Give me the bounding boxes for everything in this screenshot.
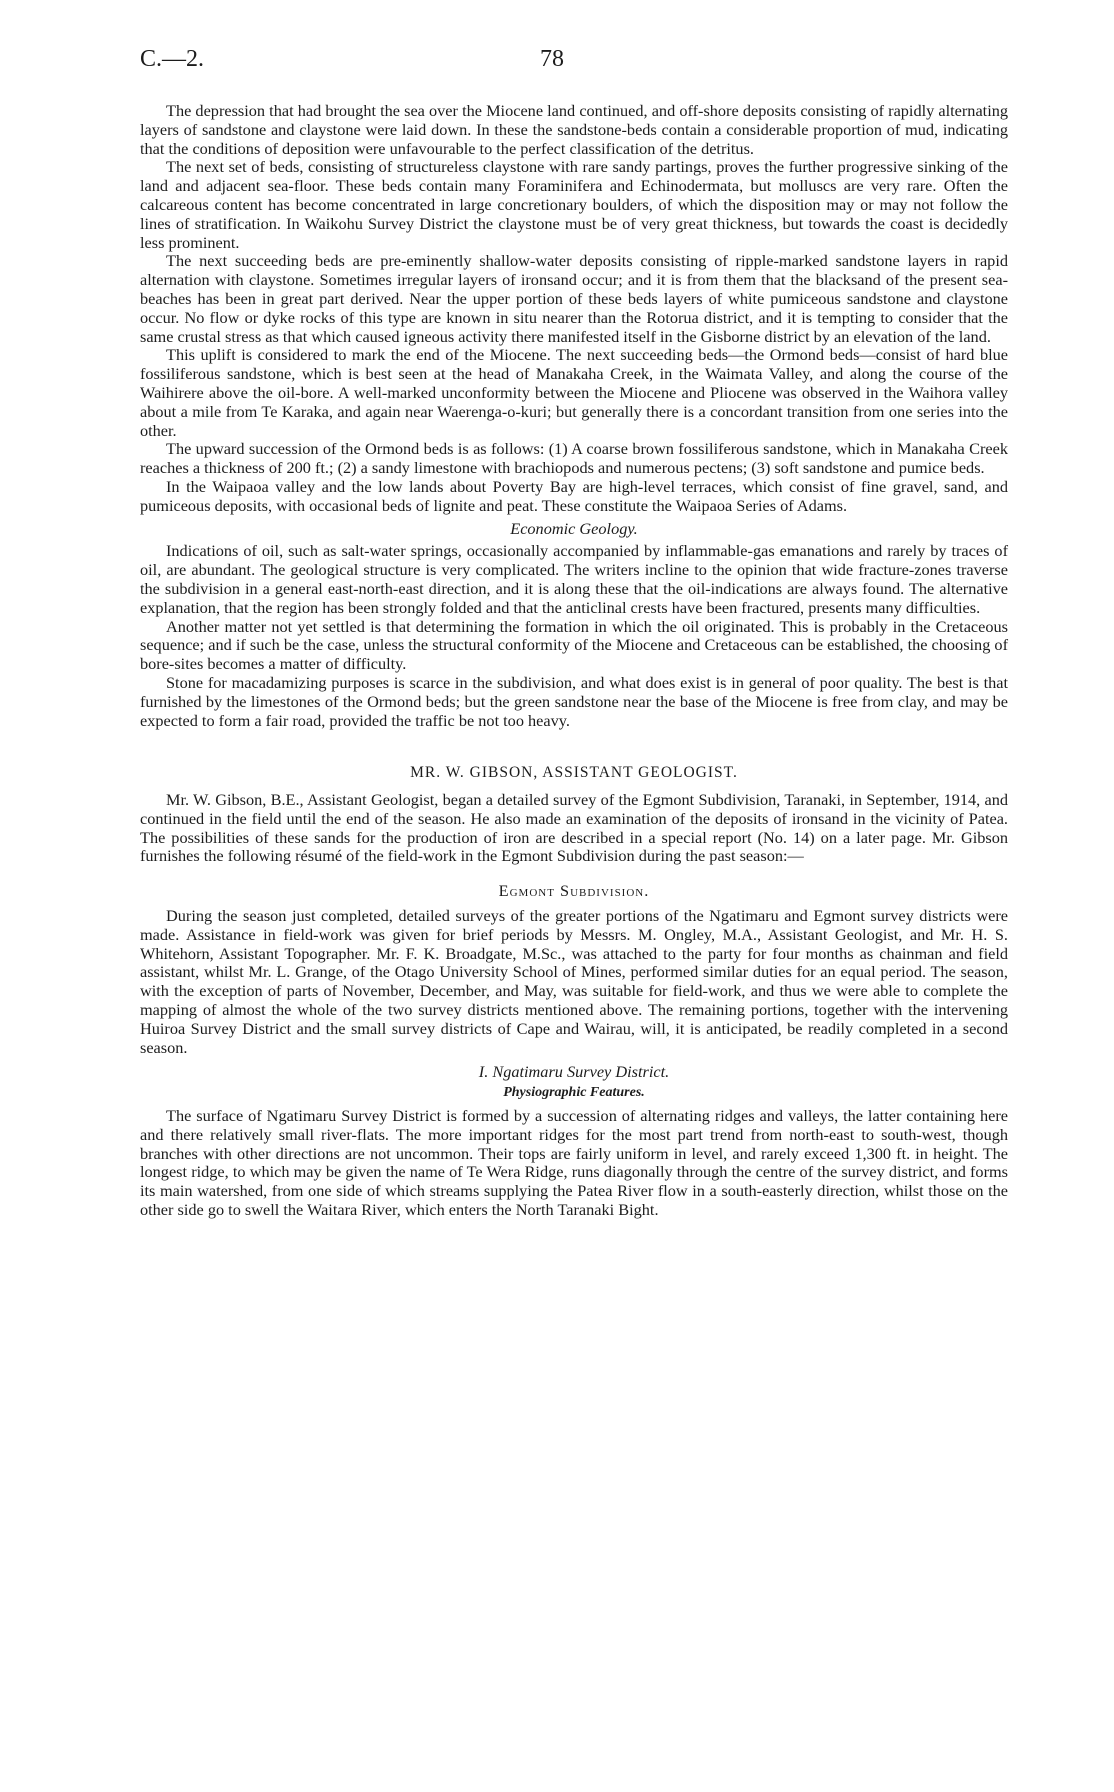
page-header (140, 46, 1000, 80)
paragraph: The surface of Ngatimaru Survey District is formed by a succession of alternating ridges and valleys, the latter containing here and there relatively small river-flats. The more important ridges for the most part trend from north-east to south-west, though branches with other directions are not uncommon. Their tops are fairly uniform in level, and rarely exceed 1,300 ft. in height. The longest ridge, to which may be given the name of Te Wera Ridge, runs diagonally through the centre of the survey district, and forms its main watershed, from one side of which streams supplying the Patea River flow in a south-easterly direction, whilst those on the other side go to swell the Waitara River, which enters the North Taranaki Bight. (140, 1106, 1008, 1220)
paragraph: Another matter not yet settled is that determining the formation in which the oil originated. This is probably in the Cretaceous sequence; and if such be the case, unless the structural conformity of the Miocene and Cretaceous can be established, the choosing of bore-sites becomes a matter of difficulty. (140, 616, 1008, 674)
gibson-section-heading: MR. W. GIBSON, ASSISTANT GEOLOGIST. (410, 764, 738, 782)
egmont-subdivision-heading: Egmont Subdivision. (498, 881, 650, 901)
economic-geology-heading: Economic Geology. (510, 518, 638, 538)
paragraph: The depression that had brought the sea over the Miocene land continued, and off-shore deposits consisting of rapidly alternating layers of sandstone and claystone were laid down. In these the sandstone-beds contain a considerable proportion of mud, indicating that the conditions of deposition were unfavourable to the perfect classification of the detritus. (140, 101, 1008, 158)
paragraph: This uplift is considered to mark the end of the Miocene. The next succeeding beds—the Ormond beds—consist of hard blue fossiliferous sandstone, which is best seen at the head of Manakaha Creek, in the Waimata Valley, and along the course of the Waihirere above the oil-bore. A well-marked unconformity between the Miocene and Pliocene was observed in the Waihora valley about a mile from Te Karaka, and again near Waerenga-o-kuri; but generally there is a concordant transition from one series into the other. (140, 345, 1008, 440)
paragraph: The upward succession of the Ormond beds is as follows: (1) A coarse brown fossiliferous sandstone, which in Manakaha Creek reaches a thickness of 200 ft.; (2) a sandy limestone with brachiopods and numerous pectens; (3) soft sandstone and pumice beds. (140, 439, 1008, 478)
ngatimaru-heading: I. Ngatimaru Survey District. (478, 1062, 670, 1082)
paragraph: In the Waipaoa valley and the low lands about Poverty Bay are high-level terraces, which consist of fine gravel, sand, and pumiceous deposits, with occasional beds of lignite and peat. These constitute the Waipaoa Series of Adams. (140, 476, 1008, 515)
paragraph: During the season just completed, detailed surveys of the greater portions of the Ngatimaru and Egmont survey districts were made. Assistance in field-work was given for brief periods by Messrs. M. Ongley, M.A., Assistant Geologist, and Mr. H. S. Whitehorn, Assistant Topographer. Mr. F. K. Broadgate, M.Sc., was attached to the party for four months as chainman and field assistant, whilst Mr. L. Grange, of the Otago University School of Mines, performed similar duties for an equal period. The season, with the exception of parts of November, December, and May, was suitable for field-work, and thus we were able to complete the mapping of almost the whole of the two survey districts mentioned above. The remaining portions, together with the intervening Huiroa Survey District and the small survey districts of Cape and Wairau, will, it is anticipated, be readily completed in a second season. (140, 906, 1008, 1057)
page-body (140, 102, 1008, 1220)
paragraph: Indications of oil, such as salt-water springs, occasionally accompanied by inflammable-gas emanations and rarely by traces of oil, are abundant. The geological structure is very complicated. The writers incline to the opinion that wide fracture-zones traverse the subdivision in a general east-north-east direction, and it is along these that the oil-indications are always found. The alternative explanation, that the region has been strongly folded and that the anticlinal crests have been fractured, presents many difficulties. (140, 541, 1008, 617)
paragraph: The next set of beds, consisting of structureless claystone with rare sandy partings, proves the further progressive sinking of the land and adjacent sea-floor. These beds contain many Foraminifera and Echinodermata, but molluscs are very rare. Often the calcareous content has become concentrated in large concretionary boulders, of which the disposition may or may not follow the lines of stratification. In Waikohu Survey District the claystone must be of very great thickness, but towards the coast is decidedly less prominent. (140, 157, 1008, 252)
physiographic-features-heading: Physiographic Features. (503, 1085, 645, 1101)
paragraph: Stone for macadamizing purposes is scarce in the subdivision, and what does exist is in general of poor quality. The best is that furnished by the limestones of the Ormond beds; but the green sandstone near the base of the Miocene is free from clay, and may be expected to form a fair road, provided the traffic be not too heavy. (140, 672, 1008, 730)
page-number: 78 (540, 46, 564, 72)
paragraph: Mr. W. Gibson, B.E., Assistant Geologist, began a detailed survey of the Egmont Subdivision, Taranaki, in September, 1914, and continued in the field until the end of the season. He also made an examination of the deposits of ironsand in the vicinity of Patea. The possibilities of these sands for the production of iron are described in a special report (No. 14) on a later page. Mr. Gibson furnishes the following résumé of the field-work in the Egmont Subdivision during the past season:— (140, 790, 1008, 866)
report-code: C.—2. (140, 46, 205, 72)
paragraph: The next succeeding beds are pre-eminently shallow-water deposits consisting of ripple-marked sandstone layers in rapid alternation with claystone. Sometimes irregular layers of ironsand occur; and it is from them that the blacksand of the present sea-beaches has been in great part derived. Near the upper portion of these beds layers of white pumiceous sandstone and claystone occur. No flow or dyke rocks of this type are known in situ nearer than the Rotorua district, and it is tempting to consider that the same crustal stress as that which caused igneous activity there manifested itself in the Gisborne district by an elevation of the land. (140, 251, 1008, 346)
